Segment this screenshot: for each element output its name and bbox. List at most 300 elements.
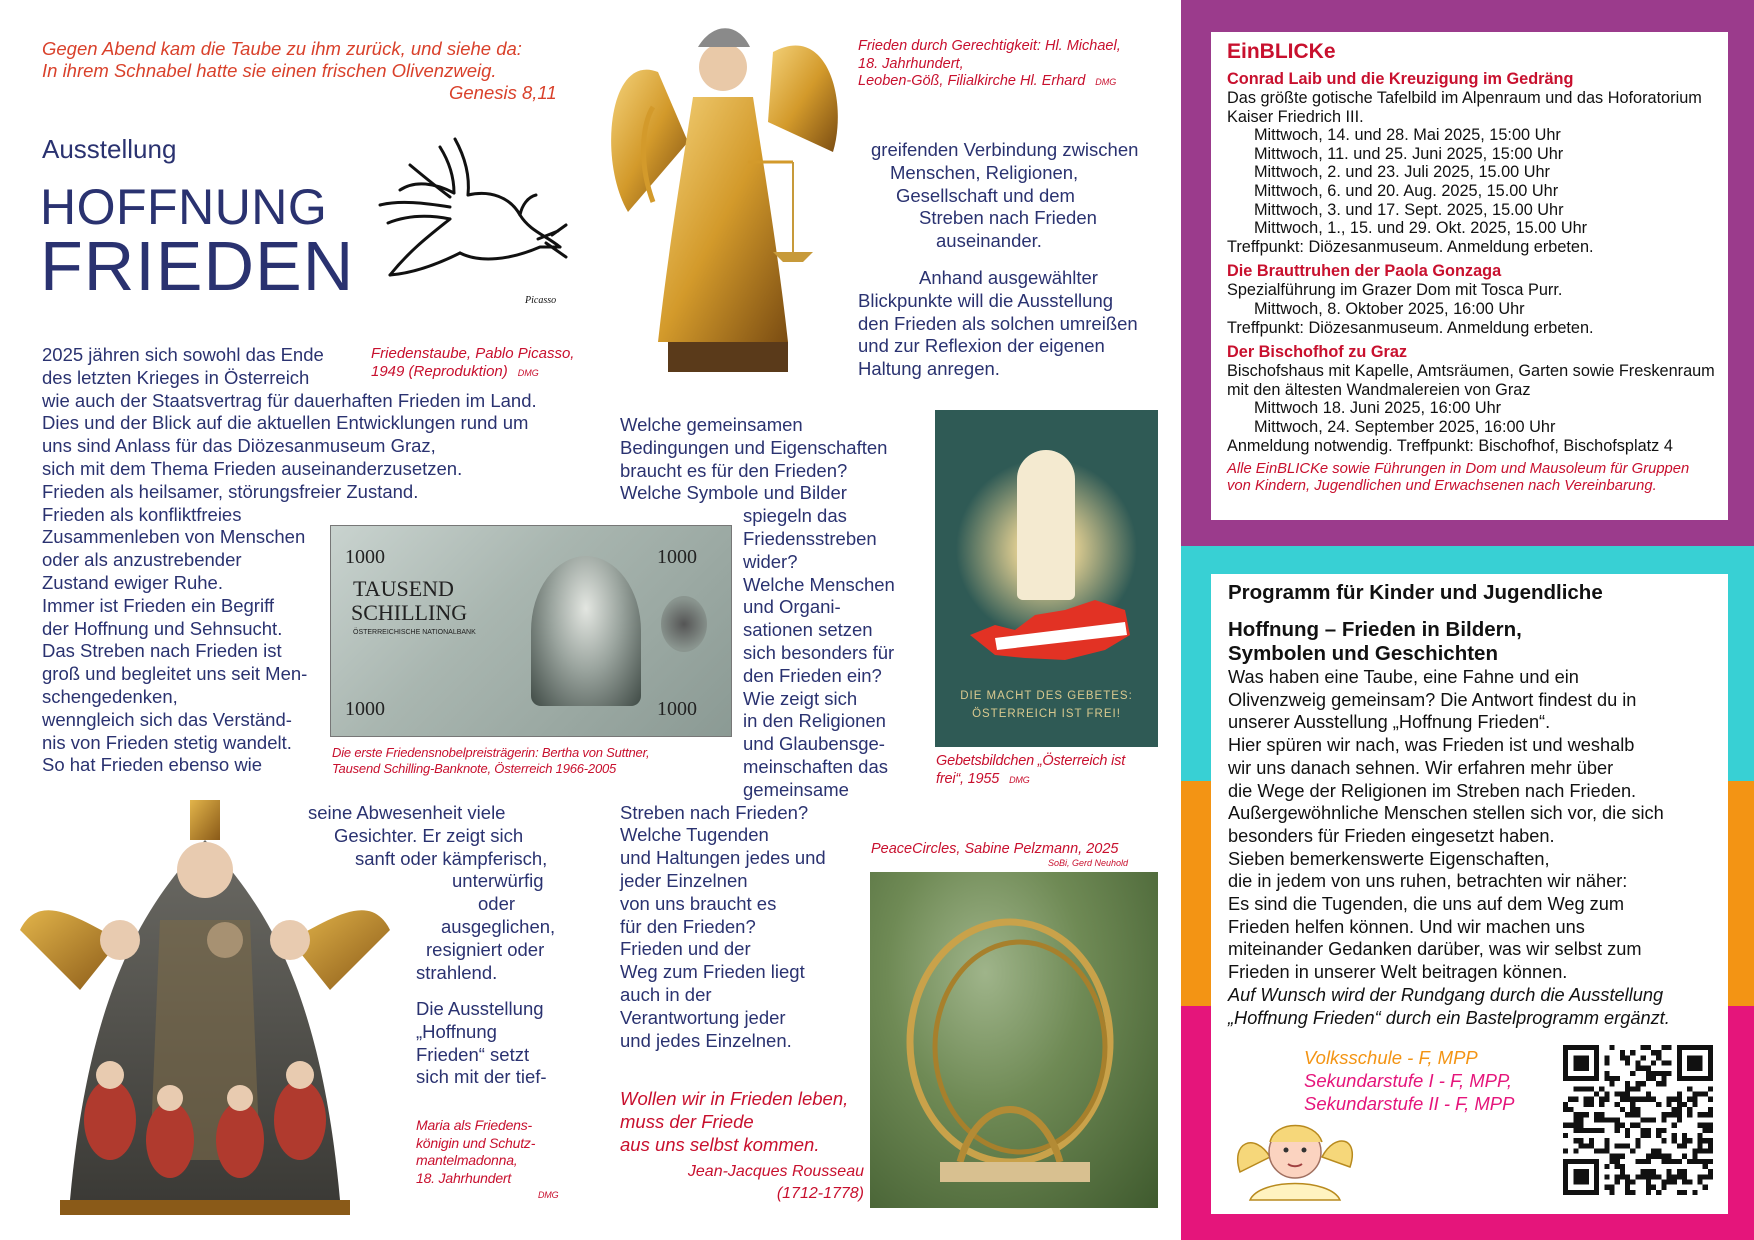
qr-module: [1661, 1061, 1666, 1066]
question-line: Welche Symbole und Bilder: [620, 482, 847, 504]
qr-module: [1692, 1092, 1697, 1097]
qr-module: [1651, 1097, 1656, 1102]
qr-module: [1687, 1086, 1692, 1091]
qr-module: [1672, 1174, 1677, 1179]
qr-module: [1672, 1138, 1677, 1143]
rousseau-years: (1712-1778): [776, 1185, 864, 1202]
qr-module: [1682, 1190, 1687, 1195]
qr-module: [1666, 1097, 1671, 1102]
archangel-michael-image: [598, 12, 848, 384]
qr-module: [1697, 1123, 1702, 1128]
einblicke-s1-desc-1: Das größte gotische Tafelbild im Alpenraum und das Hoforatorium: [1227, 89, 1702, 107]
qr-module: [1599, 1117, 1604, 1122]
madonna-caption-line-3: mantelmadonna,: [416, 1152, 518, 1168]
connection-line: Blickpunkte will die Ausstellung: [858, 289, 1114, 311]
qr-module: [1703, 1148, 1708, 1153]
madonna-caption-line-1: Maria als Friedens-: [416, 1117, 533, 1133]
qr-module: [1666, 1169, 1671, 1174]
question-line: und Haltungen jedes und: [620, 847, 826, 869]
question-line: in den Religionen: [743, 710, 886, 732]
qr-module: [1646, 1169, 1651, 1174]
qr-module: [1646, 1092, 1651, 1097]
austria-map-icon: [965, 580, 1135, 670]
qr-module: [1651, 1117, 1656, 1122]
einblicke-s3-date: Mittwoch 18. Juni 2025, 16:00 Uhr: [1254, 399, 1502, 418]
qr-module: [1703, 1112, 1708, 1117]
qr-module: [1661, 1071, 1666, 1076]
question-line: Verantwortung jeder: [620, 1006, 786, 1028]
qr-module: [1625, 1086, 1630, 1091]
qr-module: [1630, 1148, 1635, 1153]
qr-module: [1615, 1128, 1620, 1133]
prayer-caption-line-2: frei“, 1955: [936, 771, 1000, 787]
qr-module: [1661, 1081, 1666, 1086]
exhibit-text: [416, 998, 596, 1089]
qr-module: [1584, 1097, 1589, 1102]
kinder-line: Außergewöhnliche Menschen stellen sich vor, die sich: [1228, 803, 1664, 824]
einblicke-s1-desc-2: Kaiser Friedrich III.: [1227, 107, 1364, 126]
qr-module: [1594, 1112, 1599, 1117]
qr-module: [1610, 1117, 1615, 1122]
exhibit-line: „Hoffnung: [416, 1020, 497, 1042]
kinder-line: Es sind die Tugenden, die uns auf dem Weg zum: [1228, 894, 1624, 915]
question-line: Welche Menschen: [743, 573, 895, 595]
angel-caption-line-3: Leoben-Göß, Filialkirche Hl. Erhard: [858, 73, 1086, 89]
qr-module: [1584, 1102, 1589, 1107]
qr-module: [1630, 1190, 1635, 1195]
qr-module: [1677, 1159, 1682, 1164]
qr-module: [1635, 1107, 1640, 1112]
qr-code-graphic: [1563, 1045, 1713, 1195]
intro-line: Das Streben nach Frieden ist: [42, 640, 282, 662]
peace-caption: PeaceCircles, Sabine Pelzmann, 2025: [871, 841, 1119, 857]
qr-module: [1625, 1133, 1630, 1138]
einblicke-s3-date: Mittwoch, 24. September 2025, 16:00 Uhr: [1254, 417, 1556, 436]
question-line: Weg zum Frieden liegt: [620, 961, 805, 983]
exhibit-line: Frieden“ setzt: [416, 1043, 530, 1065]
banknote-title-2: SCHILLING: [351, 600, 468, 625]
qr-module: [1579, 1117, 1584, 1122]
question-line: Frieden und der: [620, 938, 751, 960]
qr-module: [1651, 1061, 1656, 1066]
kinder-line: miteinander Gedanken darüber, was wir selbst zum: [1228, 939, 1642, 960]
qr-module: [1697, 1092, 1702, 1097]
qr-module: [1579, 1138, 1584, 1143]
qr-module: [1620, 1097, 1625, 1102]
qr-module: [1666, 1071, 1671, 1076]
qr-module: [1661, 1076, 1666, 1081]
qr-module: [1635, 1097, 1640, 1102]
qr-module: [1641, 1169, 1646, 1174]
einblicke-s2-desc: Spezialführung im Grazer Dom mit Tosca Purr.: [1227, 281, 1563, 300]
qr-module: [1682, 1133, 1687, 1138]
qr-module: [1604, 1117, 1609, 1122]
intro-line: Zusammenleben von Menschen: [42, 526, 306, 548]
title-pre: Ausstellung: [42, 134, 177, 164]
qr-module: [1625, 1097, 1630, 1102]
qr-module: [1604, 1148, 1609, 1153]
level-sek-2: Sekundarstufe II - F, MPP: [1304, 1093, 1515, 1114]
prayer-caption-credit: DMG: [1009, 775, 1030, 785]
kinder-line: Olivenzweig gemeinsam? Die Antwort findest du in: [1228, 689, 1637, 710]
school-levels: [1304, 1046, 1514, 1115]
intro-line: der Hoffnung und Sehnsucht.: [42, 617, 283, 639]
qr-module: [1589, 1128, 1594, 1133]
qr-module: [1563, 1148, 1568, 1153]
qr-module: [1666, 1154, 1671, 1159]
einblicke-s1-title: Conrad Laib und die Kreuzigung im Gedräng: [1227, 70, 1574, 88]
prayer-card-madonna: [1017, 450, 1075, 600]
question-line: und Glaubensge-: [743, 733, 885, 755]
qr-module: [1677, 1112, 1682, 1117]
qr-module: [1604, 1185, 1609, 1190]
qr-module: [1682, 1154, 1687, 1159]
question-line: für den Frieden?: [620, 915, 756, 937]
qr-module: [1641, 1066, 1646, 1071]
qr-module: [1666, 1159, 1671, 1164]
qr-module: [1635, 1081, 1640, 1086]
qr-module: [1651, 1071, 1656, 1076]
connection-text: [858, 139, 1178, 381]
intro-line: wenngleich sich das Verständ-: [42, 708, 292, 730]
exhibit-line: Die Ausstellung: [416, 998, 544, 1019]
qr-module: [1599, 1128, 1604, 1133]
qr-module: [1672, 1179, 1677, 1184]
intro-line: 2025 jähren sich sowohl das Ende: [42, 344, 324, 365]
qr-module: [1692, 1159, 1697, 1164]
qr-module: [1610, 1190, 1615, 1195]
kinder-line: Was haben eine Taube, eine Fahne und ein: [1228, 667, 1579, 687]
qr-module: [1703, 1123, 1708, 1128]
qr-module: [1692, 1148, 1697, 1153]
qr-module: [1661, 1185, 1666, 1190]
question-line: Friedensstreben: [743, 527, 877, 549]
kinder-line: Sieben bemerkenswerte Eigenschaften,: [1228, 848, 1550, 869]
einblicke-title: EinBLICKe: [1227, 40, 1336, 63]
qr-module: [1573, 1086, 1578, 1091]
qr-module: [1646, 1179, 1651, 1184]
qr-module: [1615, 1174, 1620, 1179]
qr-module: [1708, 1128, 1713, 1133]
einblicke-date: Mittwoch, 1., 15. und 29. Okt. 2025, 15.00 Uhr: [1254, 219, 1588, 238]
qr-module: [1604, 1076, 1609, 1081]
peace-caption-credit: SoBi, Gerd Neuhold: [1048, 858, 1129, 868]
qr-module: [1620, 1107, 1625, 1112]
qr-module: [1703, 1138, 1708, 1143]
qr-module: [1646, 1117, 1651, 1122]
qr-module: [1620, 1169, 1625, 1174]
qr-module: [1599, 1086, 1604, 1091]
qr-module: [1573, 1169, 1589, 1185]
einblicke-date: Mittwoch, 14. und 28. Mai 2025, 15:00 Uhr: [1254, 126, 1561, 145]
intro-line: So hat Frieden ebenso wie: [42, 754, 263, 776]
connection-line: Menschen, Religionen,: [890, 161, 1079, 183]
qr-module: [1666, 1061, 1671, 1066]
qr-module: [1656, 1102, 1661, 1107]
rousseau-line-2: muss der Friede: [620, 1110, 754, 1132]
qr-module: [1682, 1138, 1687, 1143]
prayer-card-text-1: DIE MACHT DES GEBETES:: [960, 690, 1133, 702]
qr-module: [1651, 1169, 1656, 1174]
question-line: sich besonders für: [743, 641, 895, 663]
qr-module: [1641, 1133, 1646, 1138]
qr-module: [1677, 1143, 1682, 1148]
qr-module: [1656, 1071, 1661, 1076]
question-line: gemeinsame: [743, 778, 849, 800]
qr-module: [1677, 1174, 1682, 1179]
kinder-line: Frieden helfen können. Und wir machen uns: [1228, 916, 1585, 937]
connection-line: Gesellschaft und dem: [896, 184, 1075, 206]
qr-module: [1708, 1123, 1713, 1128]
qr-module: [1697, 1179, 1702, 1184]
exhibit-line: sich mit der tief-: [416, 1066, 547, 1088]
genesis-line-2: In ihrem Schnabel hatte sie einen frischen Olivenzweig.: [42, 60, 497, 81]
qr-module: [1703, 1174, 1708, 1179]
banknote-denom-br: 1000: [657, 698, 697, 720]
qr-module: [1579, 1128, 1584, 1133]
qr-module: [1630, 1112, 1635, 1117]
qr-module: [1604, 1164, 1609, 1169]
qr-module: [1610, 1159, 1615, 1164]
qr-module: [1682, 1174, 1687, 1179]
kinder-subtitle-2: Symbolen und Geschichten: [1228, 642, 1498, 665]
qr-module: [1635, 1138, 1640, 1143]
qr-module: [1672, 1159, 1677, 1164]
qr-module: [1630, 1071, 1635, 1076]
title-hoffnung: HOFFNUNG: [40, 179, 328, 235]
qr-module: [1661, 1112, 1666, 1117]
qr-module: [1615, 1117, 1620, 1122]
qr-module: [1687, 1179, 1692, 1184]
question-line: sationen setzen: [743, 619, 873, 641]
qr-module: [1630, 1086, 1635, 1091]
qr-module: [1641, 1128, 1646, 1133]
qr-module: [1697, 1159, 1702, 1164]
qr-module: [1573, 1123, 1578, 1128]
qr-module: [1563, 1102, 1568, 1107]
qr-module: [1672, 1112, 1677, 1117]
qr-module: [1697, 1148, 1702, 1153]
madonna-caption-credit: DMG: [538, 1190, 559, 1200]
qr-module: [1584, 1128, 1589, 1133]
genesis-line-1: Gegen Abend kam die Taube zu ihm zurück, und siehe da:: [42, 38, 522, 59]
absence-line: Gesichter. Er zeigt sich: [334, 824, 524, 846]
qr-module: [1635, 1061, 1640, 1066]
qr-module: [1672, 1133, 1677, 1138]
qr-module: [1635, 1066, 1640, 1071]
qr-module: [1604, 1097, 1609, 1102]
qr-module: [1620, 1050, 1625, 1055]
kinder-line: Frieden in unserer Welt beitragen können.: [1228, 962, 1568, 983]
qr-module: [1708, 1143, 1713, 1148]
qr-module: [1708, 1148, 1713, 1153]
absence-line: ausgeglichen,: [441, 915, 556, 937]
einblicke-s1-meet: Treffpunkt: Diözesanmuseum. Anmeldung erbeten.: [1227, 237, 1594, 256]
question-line: Wie zeigt sich: [743, 687, 858, 709]
qr-module: [1651, 1050, 1656, 1055]
kinder-italic-1: Auf Wunsch wird der Rundgang durch die Ausstellung: [1228, 984, 1664, 1005]
kinder-line: besonders für Frieden eingesetzt haben.: [1228, 825, 1555, 846]
madonna-caption-line-4: 18. Jahrhundert: [416, 1169, 512, 1186]
qr-module: [1625, 1061, 1630, 1066]
qr-module: [1568, 1123, 1573, 1128]
prayer-card-text-2: ÖSTERREICH IST FREI!: [972, 708, 1121, 720]
absence-line: oder: [478, 893, 516, 915]
peace-circles-sculpture: [870, 872, 1158, 1208]
banknote-caption-line-2: Tausend Schilling-Banknote, Österreich 1966-2005: [332, 761, 617, 776]
qr-module: [1635, 1174, 1640, 1179]
qr-module: [1630, 1107, 1635, 1112]
qr-module: [1697, 1143, 1702, 1148]
qr-module: [1589, 1102, 1594, 1107]
qr-module: [1646, 1159, 1651, 1164]
qr-module: [1661, 1179, 1666, 1184]
connection-line: und zur Reflexion der eigenen: [858, 335, 1105, 357]
einblicke-box: [1211, 32, 1728, 520]
madonna-caption: [416, 1117, 586, 1205]
einblicke-s2-meet: Treffpunkt: Diözesanmuseum. Anmeldung erbeten.: [1227, 318, 1594, 337]
qr-module: [1661, 1138, 1666, 1143]
intro-line: des letzten Krieges in Österreich: [42, 366, 310, 388]
question-line: spiegeln das: [743, 505, 847, 527]
qr-module: [1661, 1154, 1666, 1159]
qr-module: [1651, 1154, 1656, 1159]
connection-line: Anhand ausgewählter: [919, 266, 1098, 288]
kinder-line: Hier spüren wir nach, was Frieden ist und weshalb: [1228, 735, 1635, 756]
qr-module: [1625, 1081, 1630, 1086]
madonna-caption-line-2: königin und Schutz-: [416, 1134, 536, 1151]
prayer-card-image: [935, 410, 1158, 747]
qr-module: [1604, 1138, 1609, 1143]
qr-module: [1703, 1159, 1708, 1164]
qr-module: [1666, 1045, 1671, 1050]
banknote-denom-tr: 1000: [657, 546, 697, 568]
question-line: Welche Tugenden: [620, 824, 769, 846]
kinder-line: die in jedem von uns ruhen, betrachten wir näher:: [1228, 871, 1628, 892]
kinder-line: wir uns danach sehnen. Wir erfahren mehr über: [1228, 757, 1614, 778]
qr-module: [1589, 1138, 1594, 1143]
qr-module: [1610, 1045, 1615, 1050]
connection-line: auseinander.: [936, 230, 1042, 252]
qr-module: [1625, 1190, 1630, 1195]
qr-module: [1620, 1123, 1625, 1128]
intro-line: groß und begleitet uns seit Men-: [42, 663, 308, 685]
qr-module: [1599, 1102, 1604, 1107]
einblicke-s3-desc-1: Bischofshaus mit Kapelle, Amtsräumen, Garten sowie Freskenraum: [1227, 362, 1715, 381]
qr-module: [1630, 1179, 1635, 1184]
qr-module: [1708, 1112, 1713, 1117]
qr-module: [1672, 1097, 1677, 1102]
qr-module: [1646, 1185, 1651, 1190]
qr-module: [1656, 1128, 1661, 1133]
kinder-line: die Wege der Religionen im Streben nach Frieden.: [1228, 780, 1637, 801]
qr-module: [1620, 1154, 1625, 1159]
qr-module: [1604, 1071, 1609, 1076]
qr-module: [1666, 1102, 1671, 1107]
qr-module: [1656, 1174, 1661, 1179]
question-line: braucht es für den Frieden?: [620, 459, 848, 481]
qr-module: [1620, 1092, 1625, 1097]
qr-module: [1615, 1092, 1620, 1097]
qr-module: [1672, 1123, 1677, 1128]
qr-module: [1646, 1154, 1651, 1159]
kinder-heading: Programm für Kinder und Jugendliche: [1228, 581, 1603, 604]
qr-module: [1584, 1086, 1589, 1091]
einblicke-s2-date: Mittwoch, 8. Oktober 2025, 16:00 Uhr: [1254, 299, 1525, 318]
question-line: von uns braucht es: [620, 892, 777, 914]
qr-module: [1682, 1169, 1687, 1174]
qr-module: [1677, 1190, 1682, 1195]
qr-module: [1661, 1045, 1666, 1050]
intro-line: Dies und der Blick auf die aktuellen Entwicklungen rund um: [42, 412, 529, 434]
peace-circles-image: [870, 872, 1158, 1208]
qr-module: [1620, 1174, 1625, 1179]
qr-module: [1656, 1154, 1661, 1159]
rousseau-quote: [620, 1088, 870, 1156]
genesis-quote: [42, 38, 562, 104]
qr-module: [1625, 1112, 1630, 1117]
qr-module: [1682, 1179, 1687, 1184]
einblicke-note-1: Alle EinBLICKe sowie Führungen in Dom und Mausoleum für Gruppen: [1227, 461, 1690, 478]
qr-module: [1579, 1112, 1584, 1117]
qr-module: [1610, 1076, 1615, 1081]
question-line: den Frieden ein?: [743, 664, 882, 686]
qr-module: [1692, 1097, 1697, 1102]
qr-module: [1615, 1102, 1620, 1107]
qr-module: [1703, 1164, 1708, 1169]
qr-module: [1697, 1112, 1702, 1117]
einblicke-date: Mittwoch, 3. und 17. Sept. 2025, 15.00 Uhr: [1254, 200, 1564, 219]
qr-module: [1604, 1174, 1609, 1179]
absence-line: strahlend.: [416, 961, 498, 983]
qr-module: [1697, 1174, 1702, 1179]
qr-module: [1625, 1092, 1630, 1097]
dove-caption-line-2: 1949 (Reproduktion): [371, 363, 508, 380]
qr-module: [1635, 1086, 1640, 1091]
einblicke-s2-title: Die Brauttruhen der Paola Gonzaga: [1227, 262, 1502, 281]
qr-module: [1703, 1128, 1708, 1133]
qr-module: [1630, 1123, 1635, 1128]
qr-module: [1610, 1185, 1615, 1190]
qr-module: [1703, 1185, 1708, 1190]
qr-module: [1625, 1055, 1630, 1060]
qr-module: [1568, 1107, 1573, 1112]
qr-module: [1677, 1097, 1682, 1102]
qr-code[interactable]: [1563, 1045, 1713, 1195]
qr-module: [1599, 1097, 1604, 1102]
qr-module: [1579, 1123, 1584, 1128]
connection-line: Haltung anregen.: [858, 358, 1000, 380]
qr-module: [1687, 1107, 1692, 1112]
qr-module: [1599, 1148, 1604, 1153]
qr-module: [1584, 1112, 1589, 1117]
prayer-caption-line-1: Gebetsbildchen „Österreich ist: [936, 753, 1126, 769]
qr-module: [1589, 1086, 1594, 1091]
qr-module: [1625, 1143, 1630, 1148]
qr-module: [1651, 1174, 1656, 1179]
qr-module: [1635, 1159, 1640, 1164]
qr-module: [1599, 1112, 1604, 1117]
qr-module: [1687, 1159, 1692, 1164]
qr-module: [1646, 1190, 1651, 1195]
qr-module: [1672, 1107, 1677, 1112]
qr-module: [1579, 1143, 1584, 1148]
qr-module: [1573, 1055, 1589, 1071]
level-sek-1: Sekundarstufe I - F, MPP,: [1304, 1070, 1513, 1091]
qr-module: [1708, 1169, 1713, 1174]
qr-module: [1615, 1159, 1620, 1164]
qr-module: [1594, 1117, 1599, 1122]
